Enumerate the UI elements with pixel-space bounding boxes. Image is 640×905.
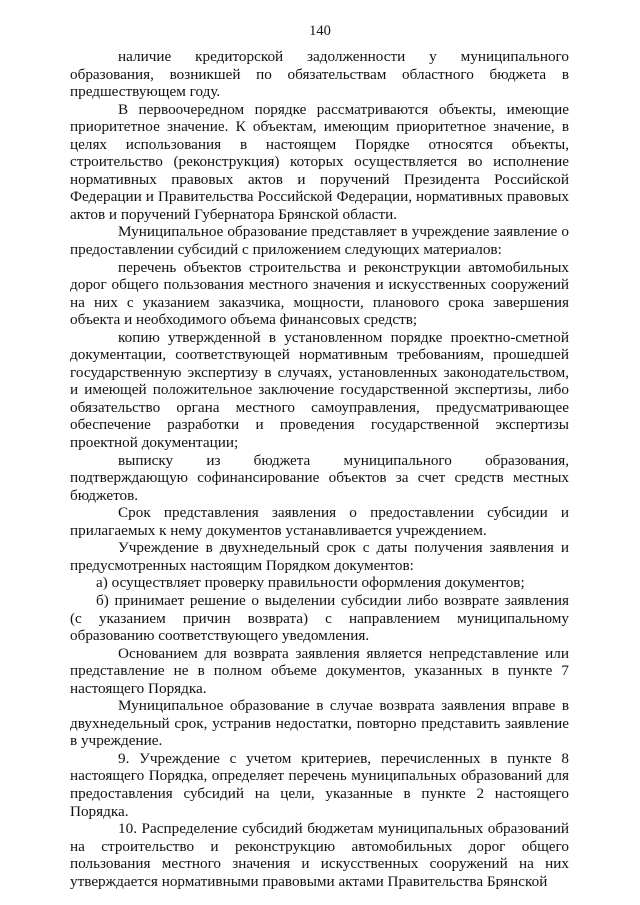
page-number: 140 (309, 23, 331, 39)
paragraph-return-grounds: Основанием для возврата заявления является непредставление или представление не в полном объеме документов, указанных в пункте 7 настоящего Порядка. (70, 644, 569, 697)
paragraph-project-documentation: копию утвержденной в установленном порядке проектно-сметной документации, соответствующей нормативным требованиям, прошедшей государственную экспертизу в случаях, установленных законодательством, и имеющей положительное заключение государственной экспертизы, либо обязательство органа местного самоуправления, предусматривающее обеспечение разработки и проведения государственной экспертизы проектной документации; (70, 328, 569, 452)
paragraph-item-10: 10. Распределение субсидий бюджетам муниципальных образований на строительство и реконструкцию автомобильных дорог общего пользования местного значения и искусственных сооружений на них утверждается нормативными правовыми актами Правительства Брянской (70, 820, 569, 890)
paragraph-creditor-debt: наличие кредиторской задолженности у муниципального образования, возникшей по обязательствам областного бюджета в предшествующем году. (70, 48, 569, 101)
paragraph-item-b: б) принимает решение о выделении субсидии либо возврате заявления (с указанием причин возврата) с направлением муниципальному образованию соответствующего уведомления. (70, 591, 569, 645)
paragraph-resubmission: Муниципальное образование в случае возврата заявления вправе в двухнедельный срок, устранив недостатки, повторно представить заявление в учреждение. (70, 697, 569, 750)
paragraph-priority-objects: В первоочередном порядке рассматриваются объекты, имеющие приоритетное значение. К объектам, имеющим приоритетное значение, в целях использования в настоящем Порядке относятся объекты, строительство (реконструкция) которых осуществляется во исполнение нормативных правовых актов и поручений Президента Российской Федерации и Правительства Российской Федерации, нормативных правовых актов и поручений Губернатора Брянской области. (70, 100, 569, 223)
paragraph-application-deadline: Срок представления заявления о предоставлении субсидии и прилагаемых к нему документов устанавливается учреждением. (70, 504, 569, 539)
document-body (70, 48, 569, 890)
paragraph-item-9: 9. Учреждение с учетом критериев, перечисленных в пункте 8 настоящего Порядка, определяет перечень муниципальных образований для предоставления субсидий на цели, указанные в пункте 2 настоящего Порядка. (70, 749, 569, 820)
paragraph-review-period: Учреждение в двухнедельный срок с даты получения заявления и предусмотренных настоящим Порядком документов: (70, 539, 569, 574)
paragraph-budget-extract: выписку из бюджета муниципального образования, подтверждающую софинансирование объектов за счет средств местных бюджетов. (70, 451, 569, 504)
paragraph-object-list: перечень объектов строительства и реконструкции автомобильных дорог общего пользования местного значения и искусственных сооружений на них с указанием заказчика, мощности, планового срока завершения объекта и необходимого объема финансовых средств; (70, 258, 569, 329)
paragraph-item-a: а) осуществляет проверку правильности оформления документов; (96, 574, 525, 592)
paragraph-application-materials: Муниципальное образование представляет в учреждение заявление о предоставлении субсидий с приложением следующих материалов: (70, 223, 569, 259)
